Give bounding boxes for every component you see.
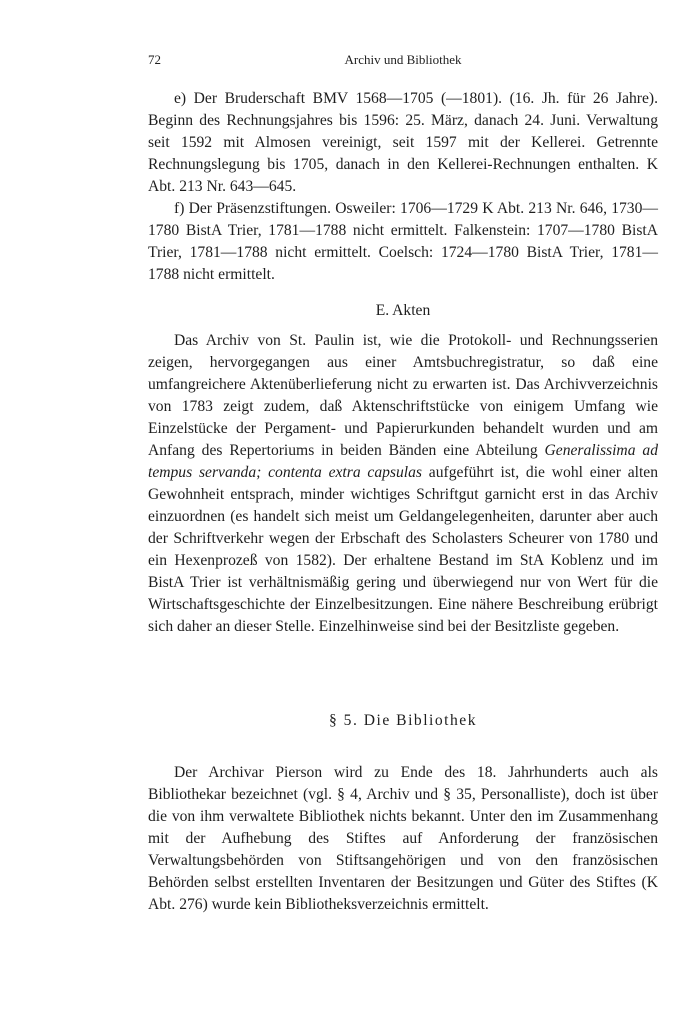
akten-italic-title: Generalissima ad tempus servanda; contenta extra capsulas bbox=[148, 442, 658, 481]
running-head: Archiv und Bibliothek bbox=[344, 52, 462, 67]
paragraph-e: e) Der Bruderschaft BMV 1568—1705 (—1801). (16. Jh. für 26 Jahre). Beginn des Rechnungsjahres bis 1596: 25. März, danach 24. Juni. Verwaltung seit 1592 mit Almosen vereinigt, seit 1597 mit der Kellerei. Getrennte Rechnungslegung bis 1705, danach in den Kellerei-Rechnungen enthalten. K Abt. 213 Nr. 643—645. bbox=[148, 90, 658, 195]
akten-text-1: Das Archiv von St. Paulin ist, wie die Protokoll- und Rechnungsserien zeigen, hervorgegangen aus einer Amtsbuchregistratur, so daß eine umfangreichere Aktenüberlieferung nicht zu erwarten ist. Das Archivverzeichnis von 1783 zeigt zudem, daß Aktenschriftstücke von einigem Umfang wie Einzelstücke der Pergament- und Papierurkunden behandelt wurden und am Anfang des Repertoriums in beiden Bänden eine Abteilung bbox=[148, 332, 658, 459]
section-heading-akten: E. Akten bbox=[375, 302, 431, 319]
paragraph-f: f) Der Präsenzstiftungen. Osweiler: 1706—1729 K Abt. 213 Nr. 646, 1730—1780 BistA Trier, 1781—1788 nicht ermittelt. Falkenstein: 1707—1780 BistA Trier, 1781—1788 nicht ermittelt. Coelsch: 1724—1780 BistA Trier, 1781—1788 nicht ermittelt. bbox=[148, 200, 658, 283]
paragraph-akten bbox=[148, 330, 658, 638]
page-header bbox=[148, 52, 658, 72]
section-heading-bibliothek: § 5. Die Bibliothek bbox=[328, 712, 478, 729]
page-number: 72 bbox=[148, 52, 161, 67]
page-body bbox=[148, 88, 658, 916]
paragraph-bibliothek: Der Archivar Pierson wird zu Ende des 18. Jahrhunderts auch als Bibliothekar bezeichnet (vgl. § 4, Archiv und § 35, Personalliste), doch ist über die von ihm verwaltete Bibliothek nichts bekannt. Unter den im Zusammenhang mit der Aufhebung des Stiftes auf Anforderung der französischen Verwaltungsbehörden von Stiftsangehörigen und von den französischen Behörden selbst erstellten Inventaren der Besitzungen und Güter des Stiftes (K Abt. 276) wurde kein Bibliotheksverzeichnis ermittelt. bbox=[148, 764, 658, 913]
akten-text-2: aufgeführt ist, die wohl einer alten Gewohnheit entsprach, minder wichtiges Schriftgut garnicht erst in das Archiv einzuordnen (es handelt sich meist um Geldangelegenheiten, darunter aber auch der Schriftverkehr wegen der Erbschaft des Scholasters Scheurer von 1780 und ein Hexenprozeß von 1582). Der erhaltene Bestand im StA Koblenz und im BistA Trier ist verhältnismäßig gering und überwiegend nur von Wert für die Wirtschaftsgeschichte der Einzelbesitzungen. Eine nähere Beschreibung erübrigt sich daher an dieser Stelle. Einzelhinweise sind bei der Besitzliste gegeben. bbox=[148, 464, 658, 635]
